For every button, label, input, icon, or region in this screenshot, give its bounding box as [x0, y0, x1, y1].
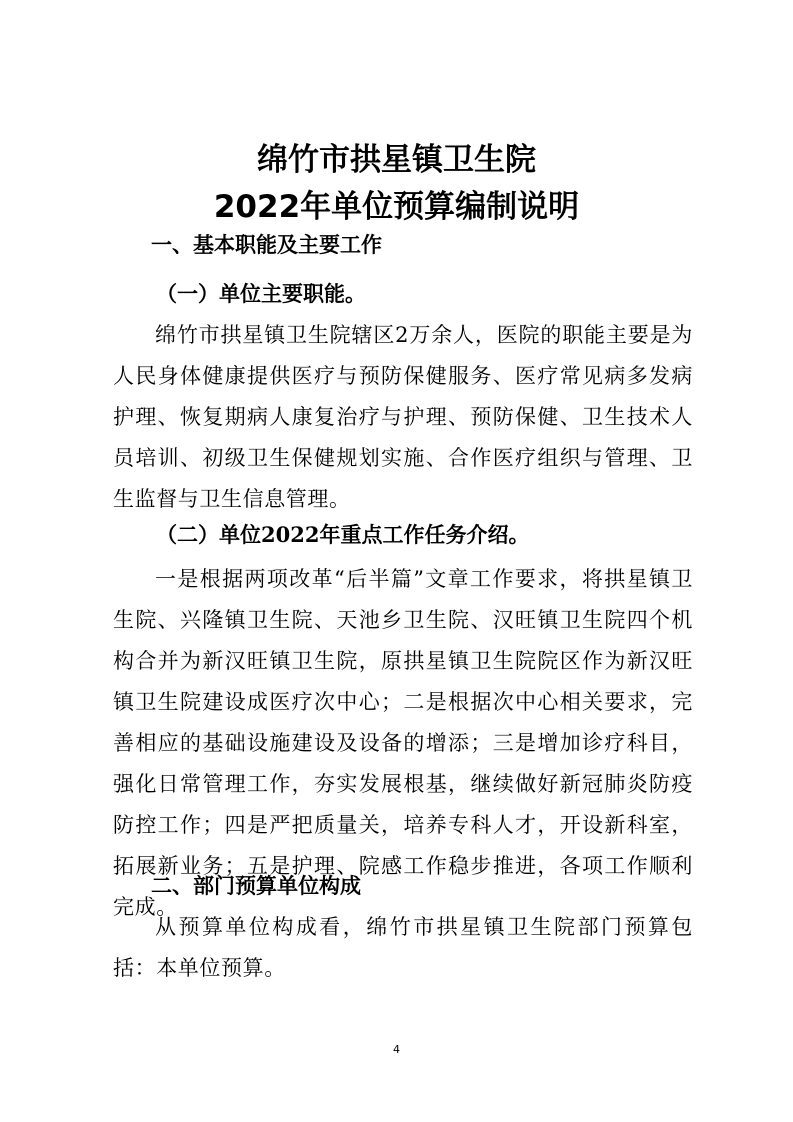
page-number: 4: [393, 1043, 400, 1056]
section2-heading: 二、部门预算单位构成: [151, 874, 361, 898]
section1-sub1-paragraph: 绵竹市拱星镇卫生院辖区2万余人，医院的职能主要是为人民身体健康提供医疗与预防保健服务、医疗常见病多发病护理、恢复期病人康复治疗与护理、预防保健、卫生技术人员培训、初级卫生保健规划实施、合作医疗组织与管理、卫生监督与卫生信息管理。: [113, 323, 693, 511]
document-title-line2: 2022年单位预算编制说明: [213, 189, 580, 225]
section1-sub2-paragraph: 一是根据两项改革“后半篇”文章工作要求，将拱星镇卫生院、兴隆镇卫生院、天池乡卫生院、汉旺镇卫生院四个机构合并为新汉旺镇卫生院，原拱星镇卫生院院区作为新汉旺镇卫生院建设成医疗次中心；二是根据次中心相关要求，完善相应的基础设施建设及设备的增添；三是增加诊疗科目，强化日常管理工作，夯实发展根基，继续做好新冠肺炎防疫防控工作；四是严把质量关，培养专科人才，开设新科室，拓展新业务；五是护理、院感工作稳步推进，各项工作顺利完成。: [113, 567, 693, 919]
section2-paragraph: 从预算单位构成看，绵竹市拱星镇卫生院部门预算包括：本单位预算。: [113, 915, 693, 980]
document-title-line1: 绵竹市拱星镇卫生院: [257, 142, 536, 178]
section1-heading: 一、基本职能及主要工作: [151, 233, 382, 257]
section1-sub2-heading: （二）单位2022年重点工作任务介绍。: [156, 522, 530, 547]
section1-sub1-heading: （一）单位主要职能。: [156, 281, 366, 306]
